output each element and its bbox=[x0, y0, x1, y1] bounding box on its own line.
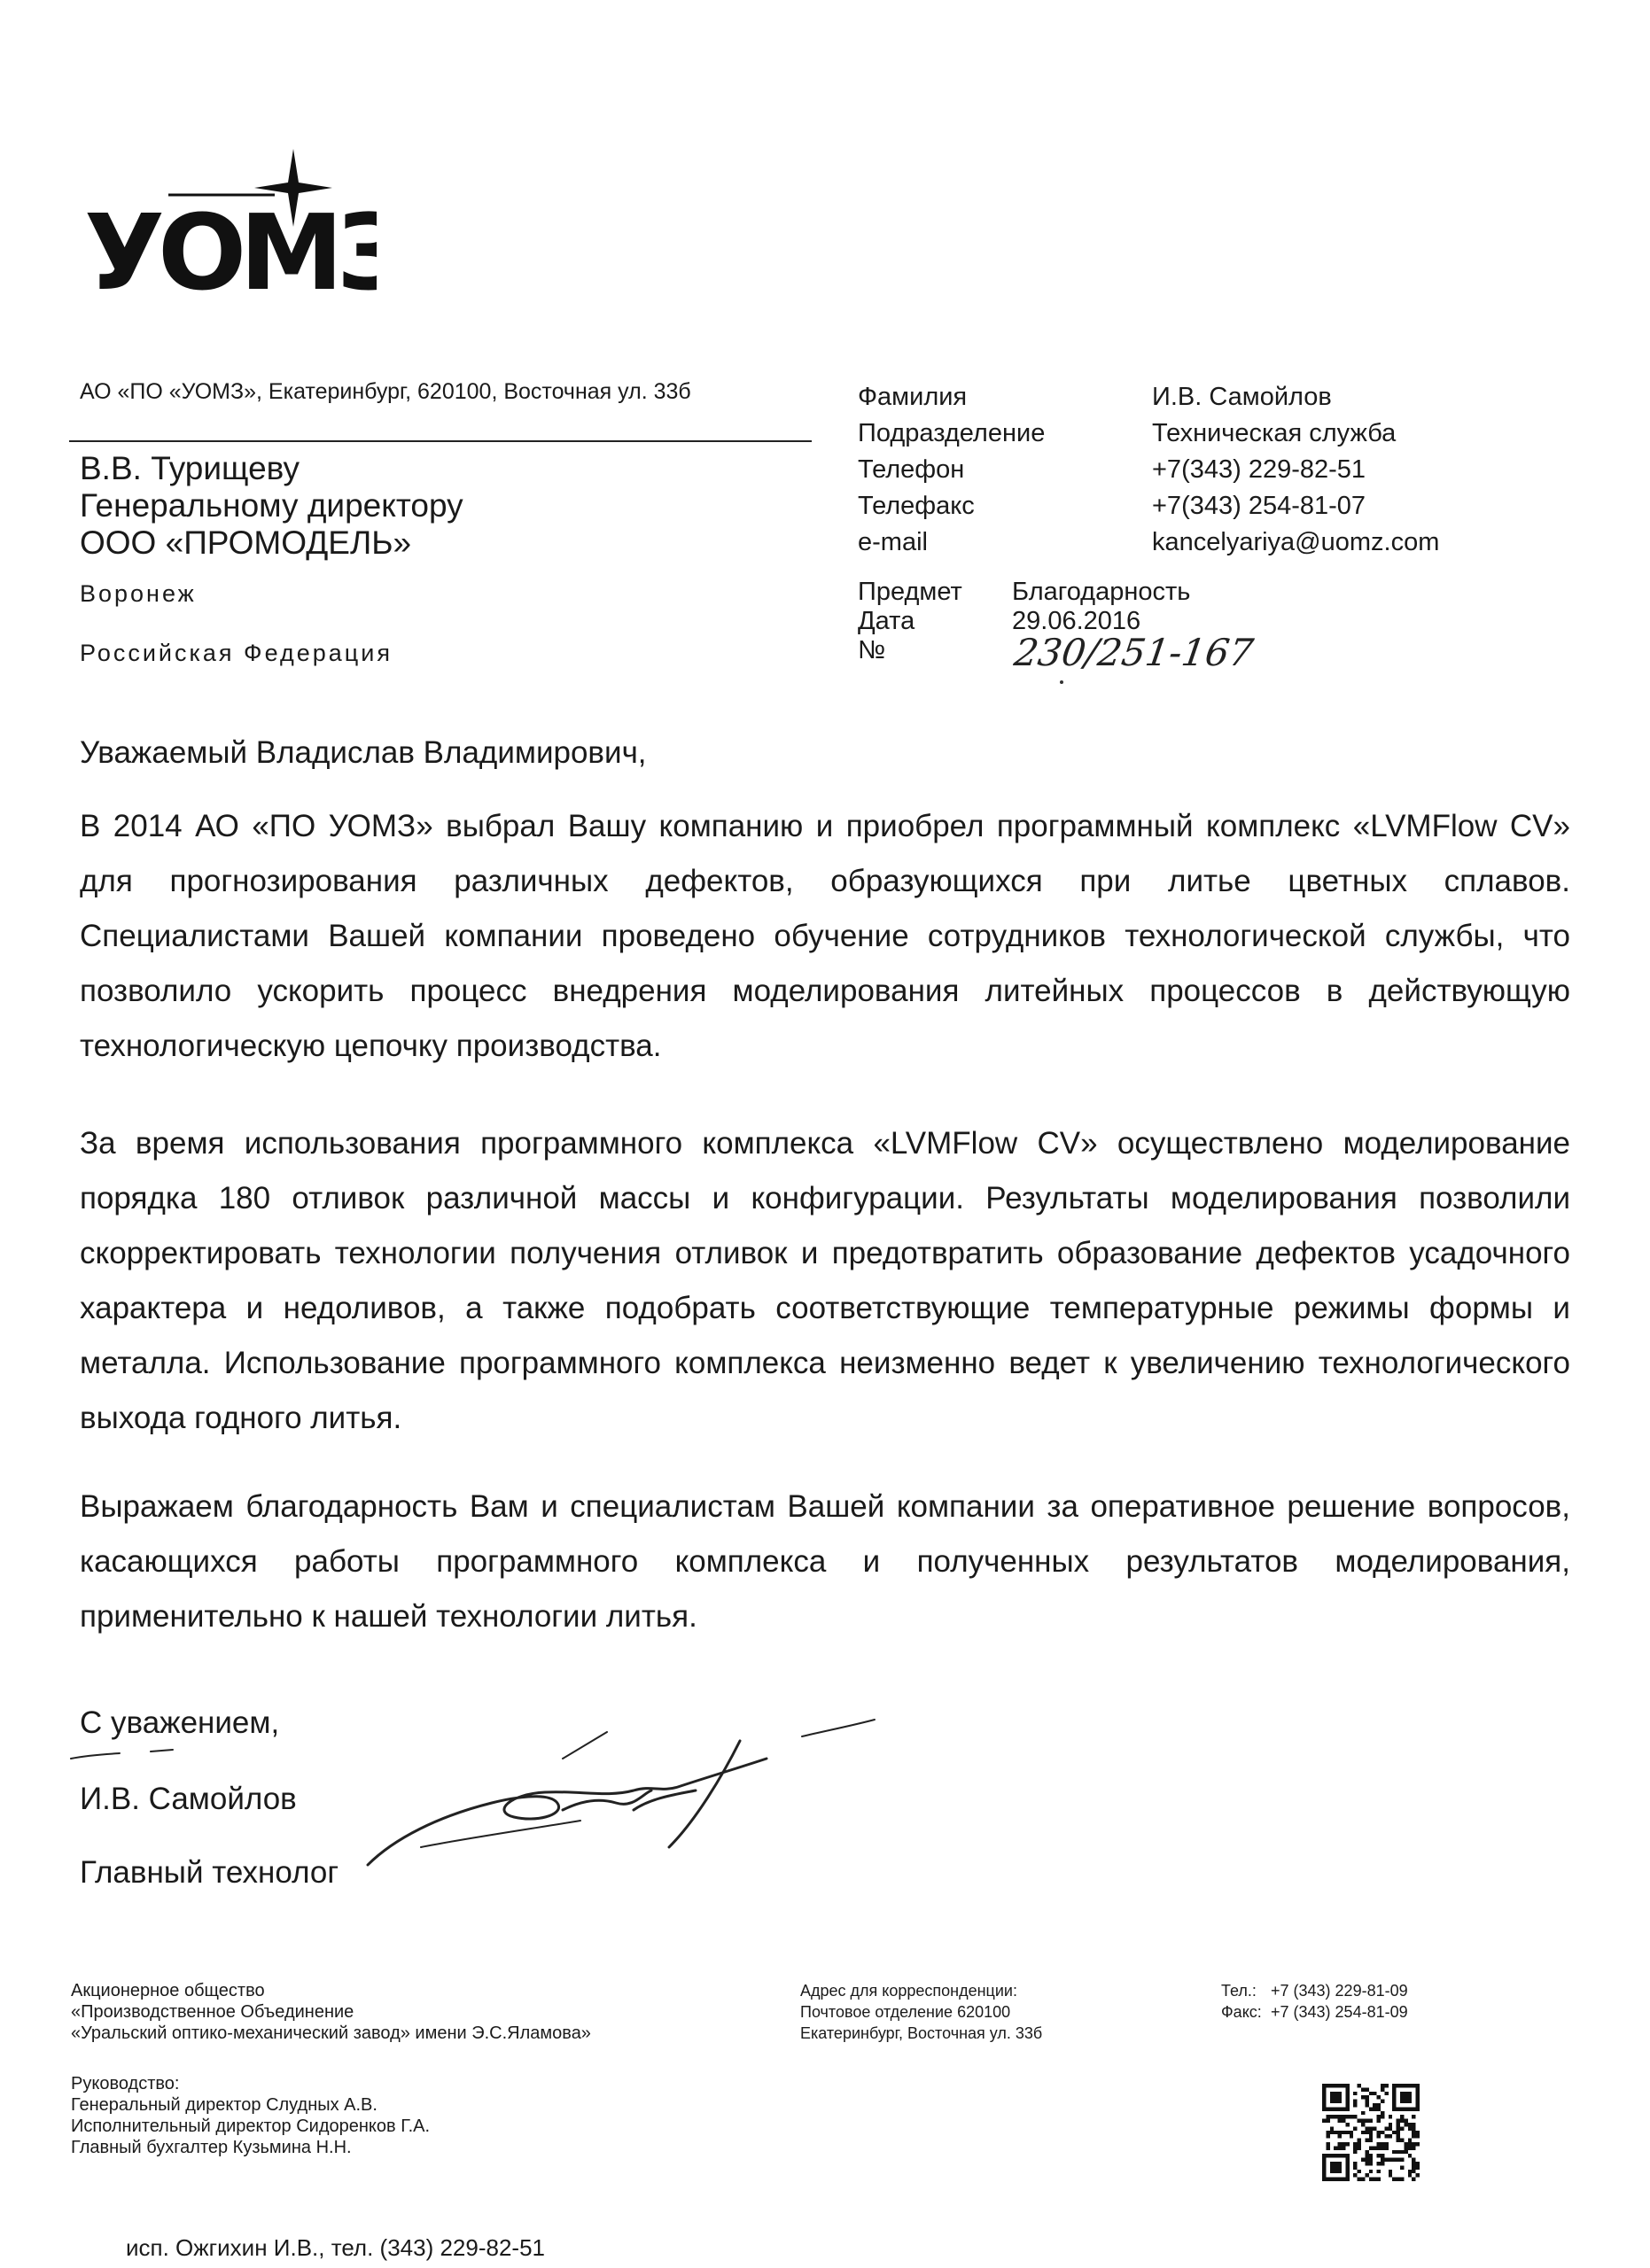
subject-label: Предмет bbox=[858, 578, 962, 606]
header-divider bbox=[69, 440, 812, 442]
footer-org-line: Акционерное общество bbox=[71, 1981, 265, 2000]
footer-tel-label: Тел.: bbox=[1221, 1982, 1257, 2000]
closing-regards: С уважением, bbox=[80, 1705, 280, 1740]
footer-address bbox=[800, 1980, 1042, 2044]
footer-mgmt-line: Исполнительный директор Сидоренков Г.А. bbox=[71, 2117, 431, 2136]
logo-text: УОМЗ bbox=[84, 191, 377, 295]
company-logo bbox=[84, 149, 377, 295]
recipient-city: Воронеж bbox=[80, 580, 197, 607]
fax-label: Телефакс bbox=[858, 492, 975, 520]
footer-address-line: Адрес для корреспонденции: bbox=[800, 1982, 1017, 2000]
date-label: Дата bbox=[858, 607, 915, 635]
qr-code-icon bbox=[1322, 2084, 1420, 2181]
body-paragraph-1: В 2014 АО «ПО УОМЗ» выбрал Вашу компанию и приобрел программный комплекс «LVMFlow CV» для прогнозирования различных дефектов, образующихся при литье цветных сплавов. Специалистами Вашей компании проведено обучение сотрудников технологической службы, что позволило ускорить процесс внедрения моделирования литейных процессов в действующую технологическую цепочку производства. bbox=[80, 809, 1570, 1063]
surname-label: Фамилия bbox=[858, 383, 968, 411]
body-paragraph-2: За время использования программного комплекса «LVMFlow CV» осуществлено моделирование порядка 180 отливок различной массы и конфигурации. Результаты моделирования позволили скорректировать технологии получения отливок и предотвратить образование дефектов усадочного характера и недоливов, а также подобрать соответствующие температурные режимы формы и металла. Использование программного комплекса неизменно ведет к увеличению технологического выхода годного литья. bbox=[80, 1126, 1570, 1435]
footer-address-line: Екатеринбург, Восточная ул. 33б bbox=[800, 2024, 1043, 2042]
executor-line: исп. Ожгихин И.В., тел. (343) 229-82-51 bbox=[126, 2234, 545, 2261]
footer-organization bbox=[71, 1980, 591, 2044]
body-paragraph-3: Выражаем благодарность Вам и специалистам Вашей компании за оперативное решение вопросов, касающихся работы программного комплекса и полученных результатов моделирования, применительно к нашей технологии литья. bbox=[80, 1489, 1570, 1634]
footer-org-line: «Производственное Объединение bbox=[71, 2002, 354, 2022]
ink-dot bbox=[1060, 680, 1063, 684]
department-label: Подразделение bbox=[858, 419, 1046, 447]
email-label: e-mail bbox=[858, 528, 928, 556]
date-value: 29.06.2016 bbox=[1012, 607, 1141, 635]
recipient-name: В.В. Турищеву bbox=[80, 450, 300, 486]
footer-org-line: «Уральский оптико-механический завод» имени Э.С.Яламова» bbox=[71, 2023, 591, 2043]
email-value: kancelyariya@uomz.com bbox=[1152, 528, 1440, 556]
footer-mgmt-heading: Руководство: bbox=[71, 2074, 180, 2093]
signer-title: Главный технолог bbox=[80, 1855, 339, 1890]
handwritten-signature bbox=[66, 1705, 882, 1883]
department-value: Техническая служба bbox=[1152, 419, 1397, 447]
star-logo-icon bbox=[84, 149, 377, 295]
recipient-company: ООО «ПРОМОДЕЛЬ» bbox=[80, 524, 412, 561]
footer-tel-value: +7 (343) 229-81-09 bbox=[1271, 1982, 1408, 2000]
footer-address-line: Почтовое отделение 620100 bbox=[800, 2003, 1011, 2021]
footer-mgmt-line: Главный бухгалтер Кузьмина Н.Н. bbox=[71, 2138, 352, 2157]
surname-value: И.В. Самойлов bbox=[1152, 383, 1332, 411]
salutation: Уважаемый Владислав Владимирович, bbox=[80, 735, 647, 770]
footer-fax-label: Факс: bbox=[1221, 2003, 1262, 2021]
recipient-block bbox=[80, 450, 463, 562]
fax-value: +7(343) 254-81-07 bbox=[1152, 492, 1366, 520]
signer-name: И.В. Самойлов bbox=[80, 1782, 297, 1816]
sender-address: АО «ПО «УОМЗ», Екатеринбург, 620100, Восточная ул. 33б bbox=[80, 379, 691, 404]
footer-mgmt-line: Генеральный директор Слудных А.В. bbox=[71, 2095, 377, 2115]
number-label: № bbox=[858, 636, 886, 664]
footer-fax-value: +7 (343) 254-81-09 bbox=[1271, 2003, 1408, 2021]
phone-value: +7(343) 229-82-51 bbox=[1152, 455, 1366, 484]
phone-label: Телефон bbox=[858, 455, 965, 484]
recipient-country: Российская Федерация bbox=[80, 640, 393, 666]
registration-number: 230/251-167 bbox=[1011, 631, 1257, 674]
recipient-position: Генеральному директору bbox=[80, 487, 463, 524]
subject-value: Благодарность bbox=[1012, 578, 1191, 606]
footer-management bbox=[71, 2073, 430, 2158]
